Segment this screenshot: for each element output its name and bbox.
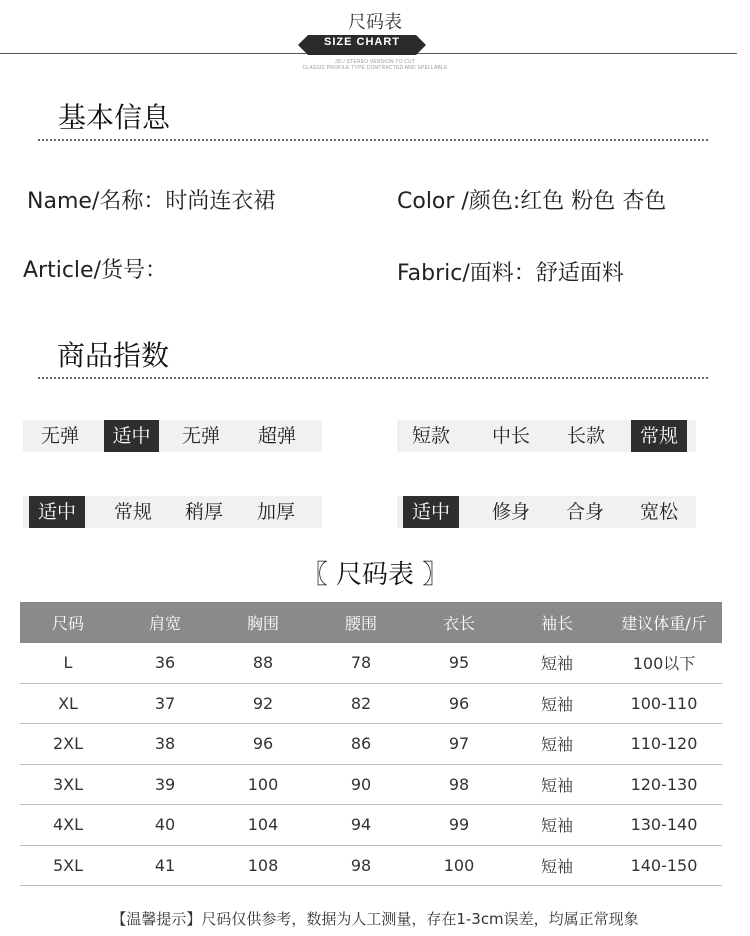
table-cell: 38 [116,724,214,765]
table-cell: 140-150 [606,845,722,886]
table-cell: XL [20,683,116,724]
table-cell: 3XL [20,764,116,805]
table-cell: 36 [116,643,214,683]
product-color: Color /颜色:红色 粉色 杏色 [397,189,667,214]
product-fabric: Fabric/面料：舒适面料 [397,261,624,286]
product-article: Article/货号： [23,258,167,283]
table-cell: 108 [214,845,312,886]
table-cell: 短袖 [508,683,606,724]
table-cell: 100-110 [606,683,722,724]
fit-option: 宽松 [639,501,678,523]
size-chart-banner-label: SIZE CHART [324,36,400,48]
column-header: 肩宽 [116,602,214,643]
table-cell: 98 [410,764,508,805]
header-subcaption-1: 3D / STEREO VERSION TO CUT [334,59,416,65]
fit-option-selected: 适中 [403,496,459,528]
fit-scale [397,496,696,528]
column-header: 腰围 [312,602,410,643]
table-cell: L [20,643,116,683]
size-table-title: 〖 尺码表 〗 [301,560,449,590]
product-name: Name/名称：时尚连衣裙 [27,189,276,214]
product-index-title: 商品指数 [57,339,170,372]
length-option: 中长 [491,425,530,447]
table-cell: 99 [410,805,508,846]
column-header: 胸围 [214,602,312,643]
table-cell: 短袖 [508,805,606,846]
table-cell: 88 [214,643,312,683]
fit-option: 修身 [491,501,530,523]
table-cell: 96 [410,683,508,724]
table-cell: 86 [312,724,410,765]
table-row [20,845,722,886]
table-cell: 41 [116,845,214,886]
table-cell: 39 [116,764,214,805]
elasticity-option-selected: 适中 [104,420,159,452]
table-cell: 100 [410,845,508,886]
basic-info-title: 基本信息 [58,101,171,134]
fit-option: 合身 [565,501,604,523]
header-subcaption-2: CLASSIC PROFILE TYPE CONTRACTED AND SPELLABLE [302,65,448,71]
table-row [20,643,722,683]
table-cell: 95 [410,643,508,683]
table-row [20,683,722,724]
table-cell: 5XL [20,845,116,886]
product-index-divider [38,377,708,379]
table-cell: 120-130 [606,764,722,805]
column-header: 尺码 [20,602,116,643]
elasticity-option: 无弹 [181,425,220,447]
length-option-selected: 常规 [631,420,687,452]
table-cell: 98 [312,845,410,886]
table-cell: 92 [214,683,312,724]
length-option: 短款 [411,425,450,447]
table-row [20,724,722,765]
size-table [20,602,722,886]
table-cell: 110-120 [606,724,722,765]
table-cell: 2XL [20,724,116,765]
table-row [20,764,722,805]
table-cell: 100以下 [606,643,722,683]
table-cell: 短袖 [508,724,606,765]
elasticity-option: 无弹 [40,425,79,447]
column-header: 袖长 [508,602,606,643]
table-cell: 82 [312,683,410,724]
table-cell: 4XL [20,805,116,846]
table-cell: 96 [214,724,312,765]
column-header: 建议体重/斤 [606,602,722,643]
table-cell: 短袖 [508,845,606,886]
table-cell: 97 [410,724,508,765]
header-title: 尺码表 [348,12,402,33]
table-cell: 130-140 [606,805,722,846]
table-cell: 104 [214,805,312,846]
column-header: 衣长 [410,602,508,643]
table-cell: 90 [312,764,410,805]
thickness-option: 加厚 [256,501,295,523]
size-footnote: 【温馨提示】尺码仅供参考，数据为人工测量，存在1-3cm误差，均属正常现象 [111,910,639,928]
elasticity-option: 超弹 [257,425,296,447]
table-cell: 短袖 [508,764,606,805]
thickness-option-selected: 适中 [29,496,85,528]
length-scale [397,420,696,452]
size-table-header-row [20,602,722,643]
table-cell: 短袖 [508,643,606,683]
table-cell: 100 [214,764,312,805]
table-cell: 40 [116,805,214,846]
table-cell: 37 [116,683,214,724]
elasticity-scale [23,420,322,452]
table-row [20,805,722,846]
table-cell: 94 [312,805,410,846]
thickness-scale [23,496,322,528]
thickness-option: 稍厚 [184,501,223,523]
table-cell: 78 [312,643,410,683]
length-option: 长款 [566,425,605,447]
thickness-option: 常规 [113,501,152,523]
basic-info-divider [38,139,708,141]
